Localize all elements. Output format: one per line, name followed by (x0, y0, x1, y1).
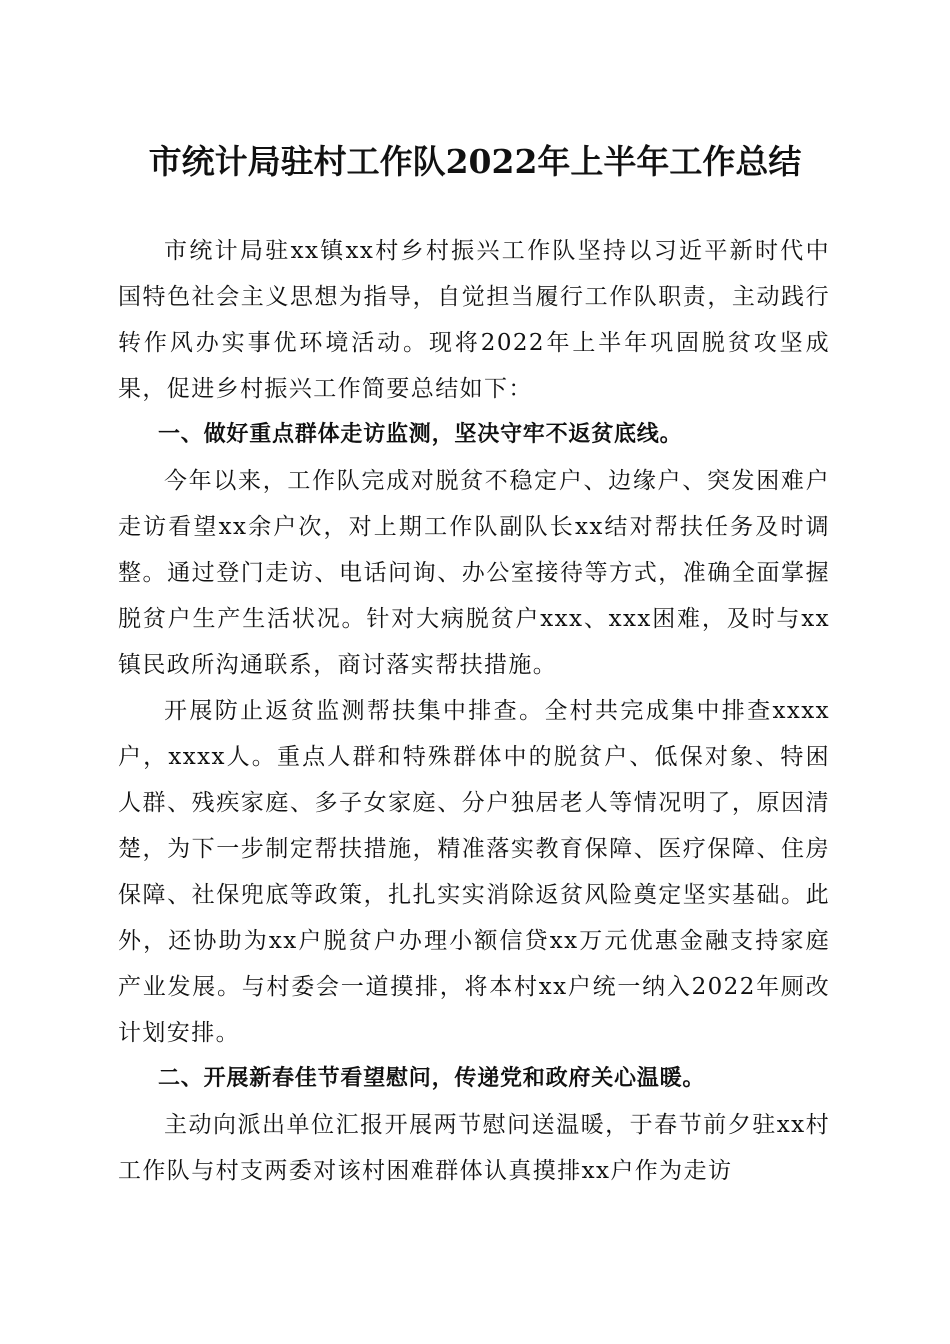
document-title: 市统计局驻村工作队2022年上半年工作总结 (148, 142, 802, 181)
section-heading-2: 二、开展新春佳节看望慰问，传递党和政府关心温暖。 (158, 1066, 706, 1091)
section-1-paragraph-1: 今年以来，工作队完成对脱贫不稳定户、边缘户、突发困难户走访看望xx余户次，对上期工作队副队长xx结对帮扶任务及时调整。通过登门走访、电话问询、办公室接待等方式，准确全面掌握脱贫户生产生活状况。针对大病脱贫户xxx、xxx困难，及时与xx镇民政所沟通联系，商讨落实帮扶措施。 (118, 468, 830, 678)
section-2-paragraph-1: 主动向派出单位汇报开展两节慰问送温暖，于春节前夕驻xx村工作队与村支两委对该村困难群体认真摸排xx户作为走访 (118, 1112, 830, 1184)
intro-paragraph: 市统计局驻xx镇xx村乡村振兴工作队坚持以习近平新时代中国特色社会主义思想为指导，自觉担当履行工作队职责，主动践行转作风办实事优环境活动。现将2022年上半年巩固脱贫攻坚成果，促进乡村振兴工作简要总结如下： (118, 238, 830, 402)
document-body (118, 228, 830, 1194)
section-heading-1: 一、做好重点群体走访监测，坚决守牢不返贫底线。 (158, 422, 683, 447)
section-1-paragraph-2: 开展防止返贫监测帮扶集中排查。全村共完成集中排查xxxx户，xxxx人。重点人群和特殊群体中的脱贫户、低保对象、特困人群、残疾家庭、多子女家庭、分户独居老人等情况明了，原因清楚，为下一步制定帮扶措施，精准落实教育保障、医疗保障、住房保障、社保兜底等政策，扎扎实实消除返贫风险奠定坚实基础。此外，还协助为xx户脱贫户办理小额信贷xx万元优惠金融支持家庭产业发展。与村委会一道摸排，将本村xx户统一纳入2022年厕改计划安排。 (118, 698, 830, 1046)
